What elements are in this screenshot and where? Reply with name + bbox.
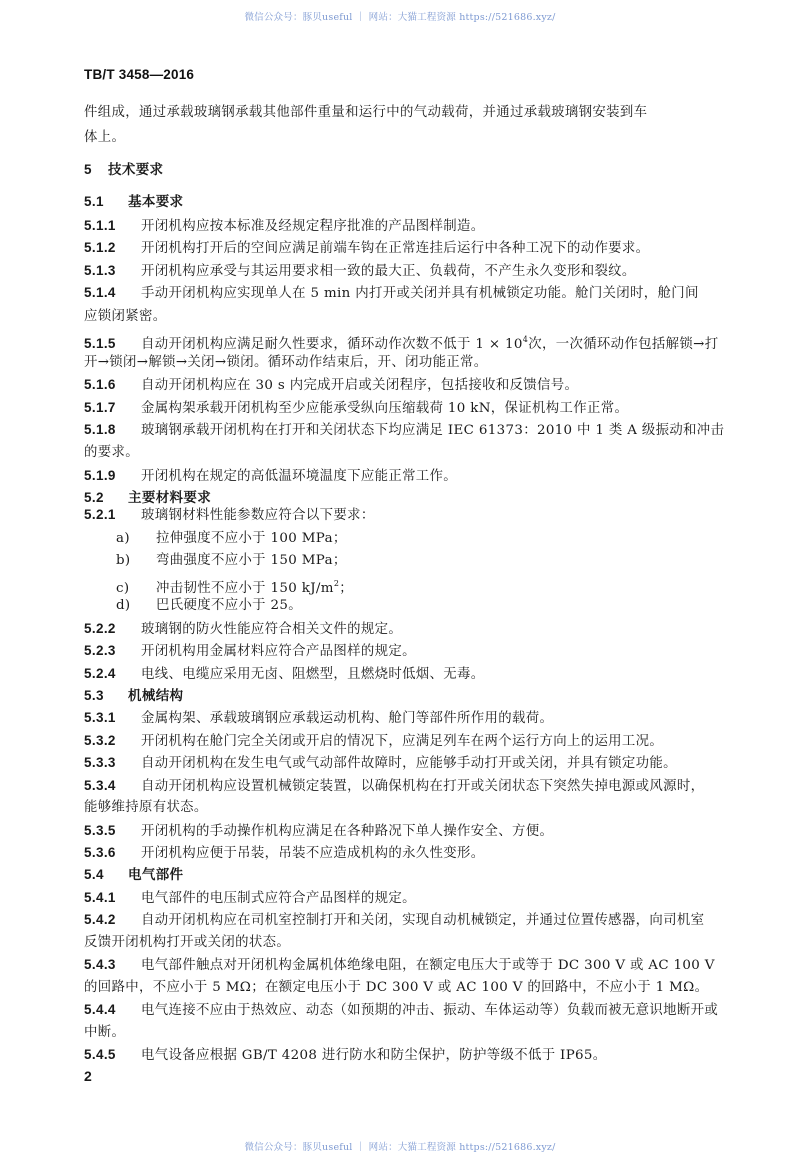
clause-number: 5.2.1 — [84, 507, 116, 522]
clause-text-b: 次，一次循环动作包括解锁→打 — [528, 337, 719, 352]
clause-5-4-1 — [84, 889, 724, 908]
watermark-top: 微信公众号：豚贝useful ｜ 网站：大猫工程资源 https://521686.xyz/ — [244, 12, 556, 23]
clause-5-4-2 — [84, 911, 724, 930]
clause-5-4-4 — [84, 1001, 724, 1020]
clause-text: 开闭机构在规定的高低温环境温度下应能正常工作。 — [141, 469, 458, 484]
clause-5-4-5 — [84, 1046, 724, 1065]
clause-number: 5.3.5 — [84, 823, 116, 838]
clause-5-4-3 — [84, 956, 724, 975]
clause-text: 玻璃钢承载开闭机构在打开和关闭状态下均应满足 IEC 61373：2010 中 1 类 A 级振动和冲击 — [141, 423, 725, 438]
clause-number: 5.3.1 — [84, 710, 116, 725]
clause-text: 开闭机构打开后的空间应满足前端车钩在正常连挂后运行中各种工况下的动作要求。 — [141, 241, 650, 256]
clause-5-1-8-continuation: 的要求。 — [84, 445, 139, 460]
clause-text: 电气部件触点对开闭机构金属机体绝缘电阻，在额定电压大于或等于 DC 300 V 或 AC 100 V — [141, 958, 715, 973]
clause-text: 手动开闭机构应实现单人在 5 min 内打开或关闭并具有机械锁定功能。舱门关闭时，舱门间 — [141, 286, 699, 301]
clause-5-3-4 — [84, 777, 724, 796]
subsection-number: 5.4 — [84, 867, 104, 882]
clause-number: 5.2.2 — [84, 621, 116, 636]
clause-text: 电气连接不应由于热效应、动态（如预期的冲击、振动、车体运动等）负载而被无意识地断开或 — [141, 1003, 719, 1018]
superscript: 4 — [522, 335, 529, 344]
subsection-title: 机械结构 — [128, 688, 184, 704]
list-label: d) — [116, 598, 131, 613]
clause-text: 电气部件的电压制式应符合产品图样的规定。 — [141, 891, 416, 906]
subsection-heading-5-4 — [84, 866, 724, 885]
clause-5-1-2 — [84, 239, 724, 258]
clause-number: 5.3.6 — [84, 845, 116, 860]
clause-number: 5.1.4 — [84, 285, 116, 300]
clause-number: 5.4.4 — [84, 1002, 116, 1017]
list-label: a) — [116, 531, 130, 546]
clause-number: 5.1.9 — [84, 468, 116, 483]
clause-5-1-4-continuation: 应锁闭紧密。 — [84, 309, 167, 324]
section-title: 技术要求 — [108, 162, 164, 178]
clause-text-a: 自动开闭机构应满足耐久性要求，循环动作次数不低于 1 × 10 — [141, 337, 523, 352]
intro-line-1: 件组成，通过承载玻璃钢承载其他部件重量和运行中的气动载荷，并通过承载玻璃钢安装到车 — [84, 105, 648, 120]
clause-5-4-3-continuation: 的回路中，不应小于 5 MΩ；在额定电压小于 DC 300 V 或 AC 100 V 的回路中，不应小于 1 MΩ。 — [84, 980, 709, 995]
clause-text: 开闭机构应承受与其运用要求相一致的最大正、负载荷，不产生永久变形和裂纹。 — [141, 264, 636, 279]
clause-number: 5.4.2 — [84, 912, 116, 927]
clause-5-3-3 — [84, 754, 724, 773]
subsection-number: 5.1 — [84, 194, 104, 209]
list-text-tail: ； — [339, 581, 354, 596]
clause-text: 金属构架承载开闭机构至少应能承受纵向压缩载荷 10 kN，保证机构工作正常。 — [141, 401, 629, 416]
superscript: 2 — [333, 579, 340, 588]
clause-5-4-4-continuation: 中断。 — [84, 1025, 126, 1040]
subsection-title: 基本要求 — [128, 194, 184, 210]
clause-text: 开闭机构应按本标准及经规定程序批准的产品图样制造。 — [141, 219, 485, 234]
clause-number: 5.3.4 — [84, 778, 116, 793]
clause-5-1-3 — [84, 262, 724, 281]
clause-number: 5.1.6 — [84, 377, 116, 392]
clause-number: 5.1.1 — [84, 218, 116, 233]
clause-5-4-2-continuation: 反馈开闭机构打开或关闭的状态。 — [84, 935, 291, 950]
clause-5-1-6 — [84, 376, 724, 395]
clause-text: 开闭机构在舱门完全关闭或开启的情况下，应满足列车在两个运行方向上的运用工况。 — [141, 734, 664, 749]
list-item-c — [116, 575, 756, 598]
clause-number: 5.2.3 — [84, 643, 116, 658]
list-label: c) — [116, 581, 130, 596]
clause-text: 开闭机构的手动操作机构应满足在各种路况下单人操作安全、方便。 — [141, 824, 554, 839]
clause-number: 5.4.5 — [84, 1047, 116, 1062]
subsection-title: 电气部件 — [128, 867, 184, 883]
subsection-heading-5-3 — [84, 687, 724, 706]
clause-text: 金属构架、承载玻璃钢应承载运动机构、舱门等部件所作用的载荷。 — [141, 711, 554, 726]
clause-5-3-6 — [84, 844, 724, 863]
clause-5-1-5 — [84, 331, 724, 354]
list-item-d — [116, 597, 756, 615]
list-text: 弯曲强度不应小于 150 MPa； — [156, 553, 347, 568]
clause-5-1-9 — [84, 467, 724, 486]
list-label: b) — [116, 553, 131, 568]
subsection-number: 5.2 — [84, 490, 104, 505]
section-number: 5 — [84, 162, 92, 177]
clause-5-1-4 — [84, 284, 724, 303]
watermark-bottom: 微信公众号：豚贝useful ｜ 网站：大猫工程资源 https://521686.xyz/ — [244, 1142, 556, 1153]
clause-5-3-5 — [84, 822, 724, 841]
intro-line-2: 体上。 — [84, 130, 126, 145]
clause-5-2-4 — [84, 665, 724, 684]
clause-text: 自动开闭机构应在司机室控制打开和关闭，实现自动机械锁定，并通过位置传感器，向司机室 — [141, 913, 705, 928]
clause-number: 5.3.2 — [84, 733, 116, 748]
list-text: 冲击韧性不应小于 150 kJ/m — [156, 581, 334, 596]
page-number: 2 — [84, 1068, 92, 1084]
clause-5-1-8 — [84, 421, 724, 440]
clause-number: 5.1.3 — [84, 263, 116, 278]
clause-text: 电线、电缆应采用无卤、阻燃型，且燃烧时低烟、无毒。 — [141, 667, 485, 682]
clause-number: 5.1.5 — [84, 336, 116, 351]
clause-number: 5.4.1 — [84, 890, 116, 905]
clause-text: 电气设备应根据 GB/T 4208 进行防水和防尘保护，防护等级不低于 IP65。 — [141, 1048, 607, 1063]
clause-number: 5.1.8 — [84, 422, 116, 437]
clause-text: 自动开闭机构应设置机械锁定装置，以确保机构在打开或关闭状态下突然失掉电源或风源时， — [141, 779, 705, 794]
clause-5-1-5-continuation: 开→锁闭→解锁→关闭→锁闭。循环动作结束后，开、闭功能正常。 — [84, 355, 488, 370]
clause-number: 5.3.3 — [84, 755, 116, 770]
subsection-heading-5-1 — [84, 193, 724, 212]
clause-number: 5.4.3 — [84, 957, 116, 972]
clause-5-2-1 — [84, 506, 724, 525]
clause-5-3-4-continuation: 能够维持原有状态。 — [84, 800, 208, 815]
standard-number: TB/T 3458—2016 — [84, 67, 195, 82]
clause-5-3-1 — [84, 709, 724, 728]
list-item-a — [116, 530, 756, 548]
list-item-b — [116, 552, 756, 570]
list-text: 拉伸强度不应小于 100 MPa； — [156, 531, 347, 546]
list-text: 巴氏硬度不应小于 25。 — [156, 598, 303, 613]
clause-5-3-2 — [84, 732, 724, 751]
clause-5-1-1 — [84, 217, 724, 236]
clause-text: 自动开闭机构应在 30 s 内完成开启或关闭程序，包括接收和反馈信号。 — [141, 378, 579, 393]
clause-text: 开闭机构应便于吊装，吊装不应造成机构的永久性变形。 — [141, 846, 485, 861]
clause-number: 5.1.7 — [84, 400, 116, 415]
clause-5-2-3 — [84, 642, 724, 661]
clause-number: 5.1.2 — [84, 240, 116, 255]
clause-text: 自动开闭机构在发生电气或气动部件故障时，应能够手动打开或关闭，并具有锁定功能。 — [141, 756, 677, 771]
clause-text: 开闭机构用金属材料应符合产品图样的规定。 — [141, 644, 416, 659]
clause-number: 5.2.4 — [84, 666, 116, 681]
clause-5-1-7 — [84, 399, 724, 418]
subsection-title: 主要材料要求 — [128, 490, 212, 506]
clause-5-2-2 — [84, 620, 724, 639]
clause-text: 玻璃钢材料性能参数应符合以下要求： — [141, 508, 375, 523]
clause-text: 玻璃钢的防火性能应符合相关文件的规定。 — [141, 622, 403, 637]
subsection-number: 5.3 — [84, 688, 104, 703]
section-heading-5 — [84, 161, 724, 180]
